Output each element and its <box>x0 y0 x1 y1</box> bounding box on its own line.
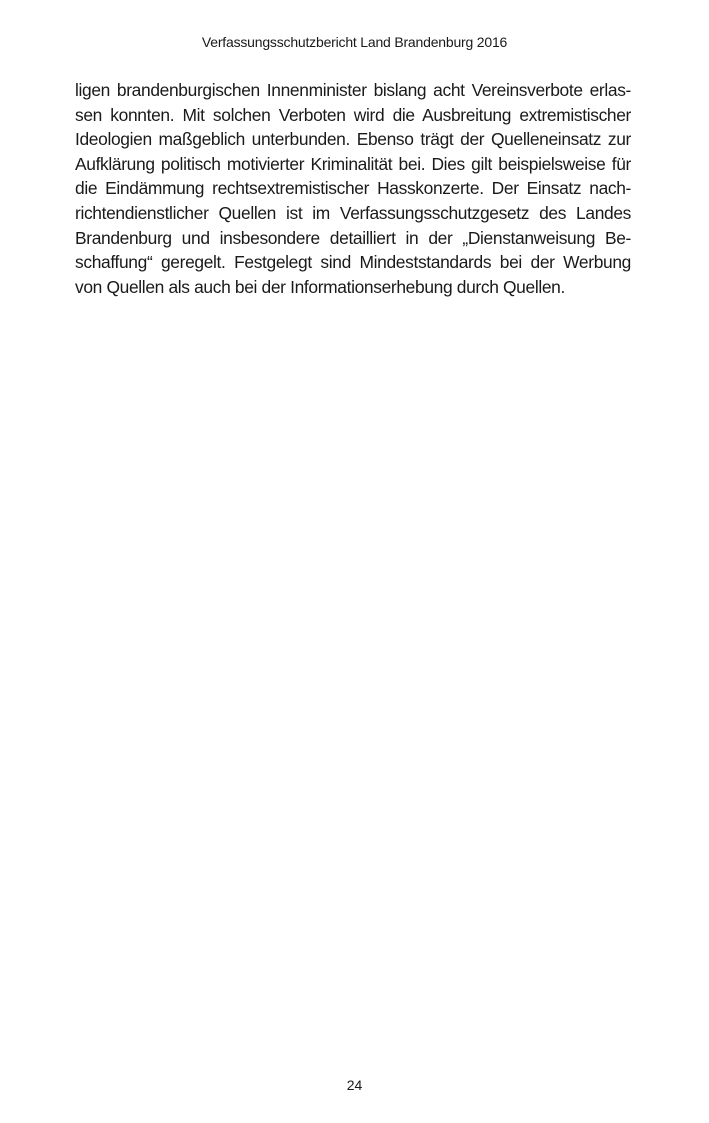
text-line: von Quellen als auch bei der Informationserhebung durch Quellen. <box>75 276 565 297</box>
text-line: richtendienstlicher Quellen ist im Verfassungsschutzgesetz des Landes <box>75 202 631 223</box>
text-line: die Eindämmung rechtsextremistischer Hasskonzerte. Der Einsatz nach- <box>75 178 631 199</box>
text-line: Brandenburg und insbesondere detailliert in der „Dienstanweisung Be- <box>75 227 631 248</box>
text-line: ligen brandenburgischen Innenminister bislang acht Vereinsverbote erlas- <box>75 80 631 100</box>
text-line: sen konnten. Mit solchen Verboten wird die Ausbreitung extremistischer <box>75 104 631 125</box>
text-line: schaffung“ geregelt. Festgelegt sind Mindeststandards bei der Werbung <box>75 252 631 273</box>
text-line: Ideologien maßgeblich unterbunden. Ebenso trägt der Quelleneinsatz zur <box>75 129 631 150</box>
page-number: 24 <box>346 1077 363 1093</box>
body-paragraph <box>75 78 631 299</box>
running-header: Verfassungsschutzbericht Land Brandenburg 2016 <box>201 34 508 50</box>
text-line: Aufklärung politisch motivierter Kriminalität bei. Dies gilt beispielsweise für <box>75 153 631 174</box>
